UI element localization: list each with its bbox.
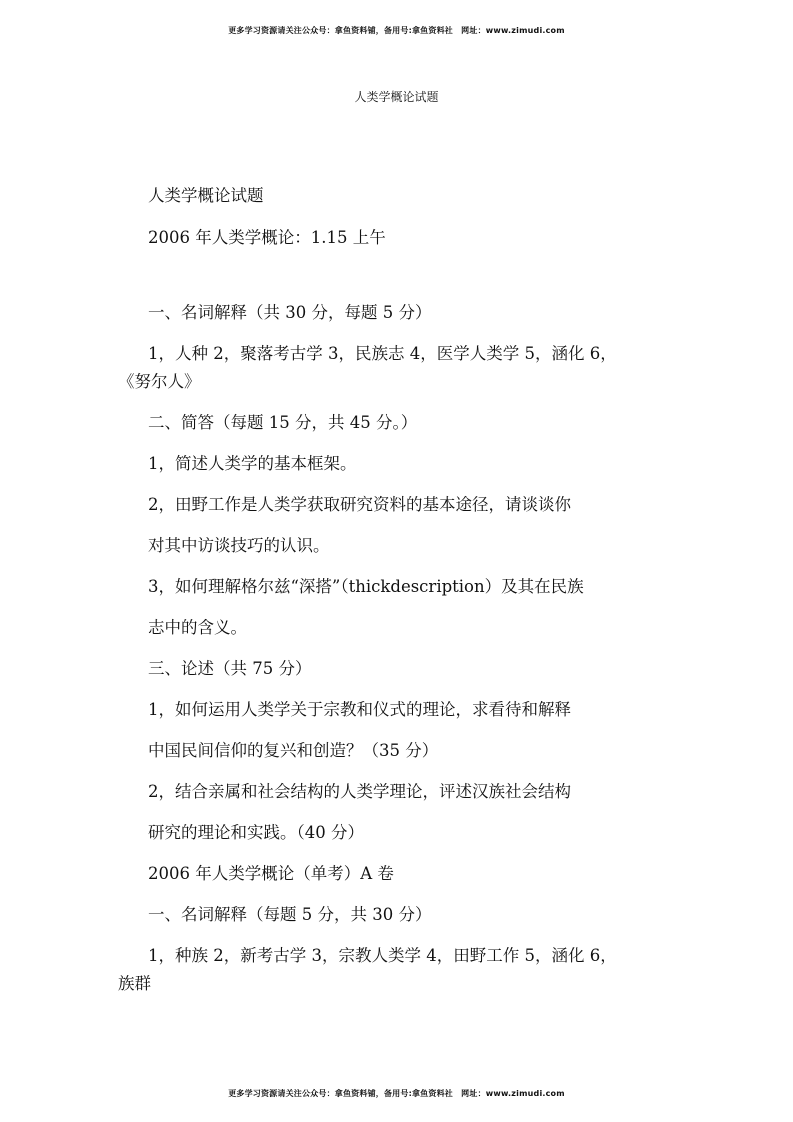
section-heading-terms: 一、名词解释（共 30 分，每题 5 分） — [148, 303, 432, 322]
document-title: 人类学概论试题 — [148, 186, 264, 205]
top-banner: 更多学习资源请关注公众号：拿鱼资料铺，备用号:拿鱼资料社 网址：www.zimudi.com — [228, 26, 565, 35]
short-answer-q1: 1，简述人类学的基本框架。 — [148, 454, 357, 473]
terms-list-2-line1: 1，种族 2，新考古学 3，宗教人类学 4，田野工作 5，涵化 6， — [148, 946, 617, 965]
section-heading-terms-2: 一、名词解释（每题 5 分，共 30 分） — [148, 905, 432, 924]
page-header: 人类学概论试题 — [354, 90, 439, 104]
short-answer-q2-line2: 对其中访谈技巧的认识。 — [148, 536, 330, 555]
essay-q2-line2: 研究的理论和实践。（40 分） — [148, 823, 364, 842]
exam-title-2006-paper-a: 2006 年人类学概论（单考）A 卷 — [148, 864, 394, 883]
section-heading-short-answer: 二、简答（每题 15 分，共 45 分。） — [148, 413, 418, 432]
section-heading-essay: 三、论述（共 75 分） — [148, 659, 312, 678]
short-answer-q2-line1: 2，田野工作是人类学获取研究资料的基本途径，请谈谈你 — [148, 495, 571, 514]
essay-q1-line1: 1，如何运用人类学关于宗教和仪式的理论，求看待和解释 — [148, 700, 571, 719]
terms-list-line1: 1，人种 2，聚落考古学 3，民族志 4，医学人类学 5，涵化 6， — [148, 344, 617, 363]
terms-list-2-line2: 族群 — [118, 974, 151, 993]
short-answer-q3-line1: 3，如何理解格尔兹“深搭”（thickdescription）及其在民族 — [148, 577, 584, 596]
bottom-banner: 更多学习资源请关注公众号：拿鱼资料铺，备用号:拿鱼资料社 网址：www.zimudi.com — [228, 1089, 565, 1098]
short-answer-q3-line2: 志中的含义。 — [148, 618, 247, 637]
essay-q1-line2: 中国民间信仰的复兴和创造？（35 分） — [148, 741, 439, 760]
essay-q2-line1: 2，结合亲属和社会结构的人类学理论，评述汉族社会结构 — [148, 782, 571, 801]
exam-title-2006-morning: 2006 年人类学概论：1.15 上午 — [148, 228, 386, 247]
terms-list-line2: 《努尔人》 — [118, 372, 201, 391]
